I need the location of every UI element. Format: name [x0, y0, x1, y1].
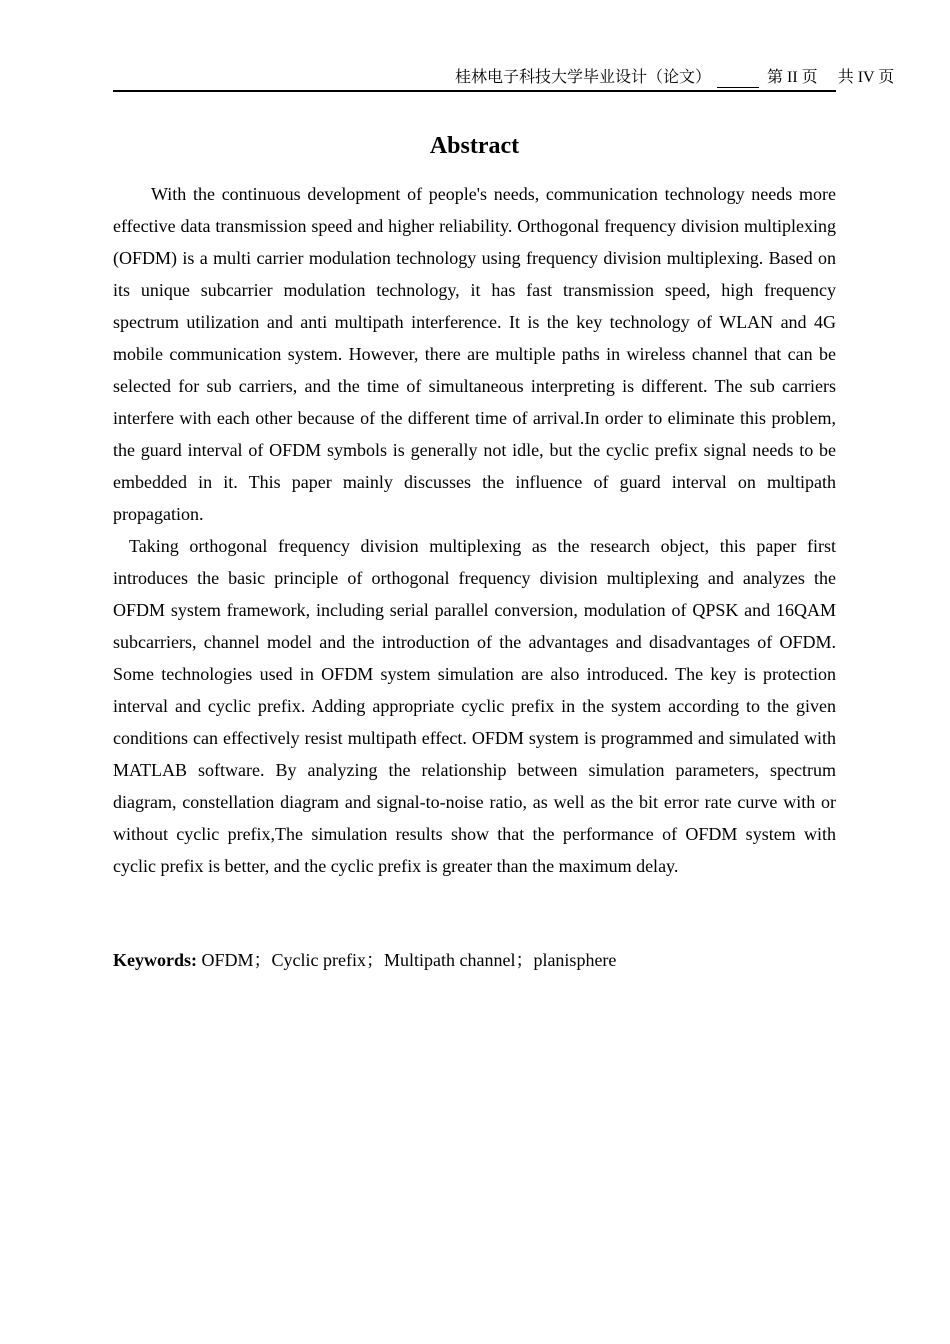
header-school-name: 桂林电子科技大学毕业设计（论文） [455, 69, 712, 86]
keywords-value: OFDM；Cyclic prefix；Multipath channel；planisphere [201, 950, 617, 970]
page-header [113, 66, 895, 92]
abstract-paragraph-1: With the continuous development of people's needs, communication technology needs more effective data transmission speed and higher reliability. Orthogonal frequency division multiplexing (OFDM) is a multi carrier modulation technology using frequency division multiplexing. Based on its unique subcarrier modulation technology, it has fast transmission speed, high frequency spectrum utilization and anti multipath interference. It is the key technology of WLAN and 4G mobile communication system. However, there are multiple paths in wireless channel that can be selected for sub carriers, and the time of simultaneous interpreting is different. The sub carriers interfere with each other because of the different time of arrival.In order to eliminate this problem, the guard interval of OFDM symbols is generally not idle, but the cyclic prefix signal needs to be embedded in it. This paper mainly discusses the influence of guard interval on multipath propagation. [113, 184, 836, 524]
abstract-title: Abstract [429, 133, 520, 160]
abstract-body [113, 178, 836, 882]
abstract-paragraph-2: Taking orthogonal frequency division multiplexing as the research object, this paper first introduces the basic principle of orthogonal frequency division multiplexing and analyzes the OFDM system framework, including serial parallel conversion, modulation of QPSK and 16QAM subcarriers, channel model and the introduction of the advantages and disadvantages of OFDM. Some technologies used in OFDM system simulation are also introduced. The key is protection interval and cyclic prefix. Adding appropriate cyclic prefix in the system according to the given conditions can effectively resist multipath effect. OFDM system is programmed and simulated with MATLAB software. By analyzing the relationship between simulation parameters, spectrum diagram, constellation diagram and signal-to-noise ratio, as well as the bit error rate curve with or without cyclic prefix,The simulation results show that the performance of OFDM system with cyclic prefix is better, and the cyclic prefix is greater than the maximum delay. [113, 536, 836, 876]
keywords-line [113, 944, 836, 976]
header-total-pages: 共 IV 页 [837, 69, 895, 86]
keywords-label: Keywords: [113, 950, 197, 970]
header-page-number: 第 II 页 [767, 69, 818, 86]
header-underline-fill [717, 73, 759, 88]
header-line [455, 68, 894, 88]
